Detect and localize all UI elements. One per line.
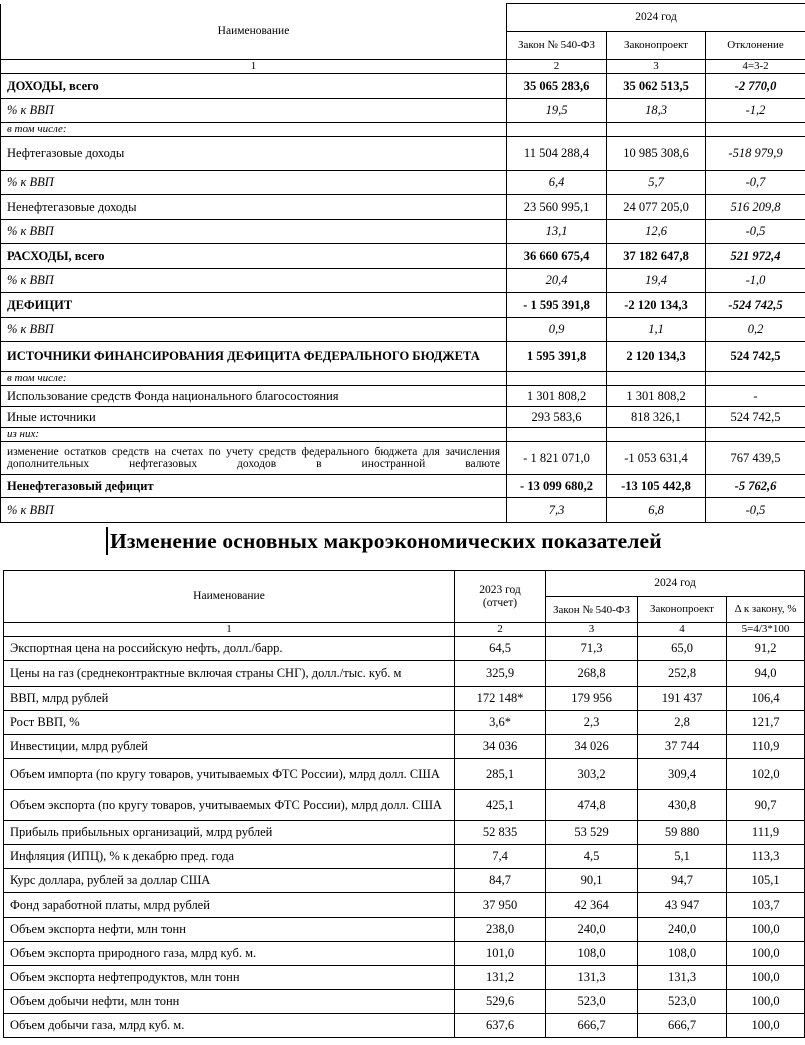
value-cell: 103,7	[727, 893, 805, 918]
header-col-law: Закон № 540-ФЗ	[546, 597, 638, 623]
budget-table	[0, 3, 805, 523]
row-label: ИСТОЧНИКИ ФИНАНСИРОВАНИЯ ДЕФИЦИТА ФЕДЕРАЛЬНОГО БЮДЖЕТА	[1, 342, 507, 372]
row-label: ВВП, млрд рублей	[4, 687, 455, 711]
value-cell: 52 835	[455, 821, 546, 845]
value-cell: 179 956	[546, 687, 638, 711]
value-cell: 65,0	[638, 637, 727, 661]
value-cell: 102,0	[727, 759, 805, 790]
row-label: РАСХОДЫ, всего	[1, 244, 507, 269]
colnum-2: 2	[455, 623, 546, 637]
row-label: ДЕФИЦИТ	[1, 293, 507, 318]
header-col-deviation: Отклонение	[706, 32, 805, 60]
macro-indicators-table	[3, 570, 805, 1038]
value-cell: 666,7	[546, 1014, 638, 1038]
row-label: Объем экспорта нефти, млн тонн	[4, 918, 455, 942]
value-cell: 53 529	[546, 821, 638, 845]
row-label: Объем добычи нефти, млн тонн	[4, 990, 455, 1014]
row-label: Инвестиции, млрд рублей	[4, 735, 455, 759]
value-cell: - 1 821 071,0	[507, 442, 607, 475]
value-cell: -2 120 134,3	[607, 293, 706, 318]
row-label: Ненефтегазовый дефицит	[1, 475, 507, 498]
value-cell: 5,7	[607, 171, 706, 195]
colnum-4: 4	[638, 623, 727, 637]
table-row	[1, 99, 805, 123]
row-label: Фонд заработной платы, млрд рублей	[4, 893, 455, 918]
row-label: Использование средств Фонда национального благосостояния	[1, 386, 507, 407]
table-row	[1, 269, 805, 293]
value-cell: 0,9	[507, 318, 607, 342]
row-label: % к ВВП	[1, 220, 507, 244]
header-col-bill: Законопроект	[607, 32, 706, 60]
colnum-3: 3	[546, 623, 638, 637]
value-cell: 19,4	[607, 269, 706, 293]
value-cell: 252,8	[638, 661, 727, 687]
row-label: Прибыль прибыльных организаций, млрд рублей	[4, 821, 455, 845]
value-cell: 36 660 675,4	[507, 244, 607, 269]
header-col-bill: Законопроект	[638, 597, 727, 623]
value-cell: 191 437	[638, 687, 727, 711]
row-label: Инфляция (ИПЦ), % к декабрю пред. года	[4, 845, 455, 869]
value-cell: 1 595 391,8	[507, 342, 607, 372]
header-col-delta: Δ к закону, %	[727, 597, 805, 623]
value-cell: 325,9	[455, 661, 546, 687]
row-label: ДОХОДЫ, всего	[1, 74, 507, 99]
value-cell: 84,7	[455, 869, 546, 893]
value-cell: -0,5	[706, 498, 805, 523]
value-cell: 1,1	[607, 318, 706, 342]
value-cell: -524 742,5	[706, 293, 805, 318]
value-cell: 71,3	[546, 637, 638, 661]
value-cell: 121,7	[727, 711, 805, 735]
header-name: Наименование	[4, 571, 455, 623]
row-label: Курс доллара, рублей за доллар США	[4, 869, 455, 893]
value-cell: 42 364	[546, 893, 638, 918]
value-cell: 818 326,1	[607, 407, 706, 428]
value-cell: 4,5	[546, 845, 638, 869]
value-cell: 6,4	[507, 171, 607, 195]
table-row	[1, 342, 805, 372]
table-row	[1, 123, 805, 137]
row-label: изменение остатков средств на счетах по учету средств федерального бюджета для зачисления дополнительных нефтегазовых доходов в иностранной валюте	[1, 442, 507, 475]
section-title: Изменение основных макроэкономических показателей	[106, 527, 800, 555]
value-cell: -1 053 631,4	[607, 442, 706, 475]
row-label: % к ВВП	[1, 498, 507, 523]
value-cell: -1,2	[706, 99, 805, 123]
value-cell	[706, 428, 805, 442]
value-cell: 37 950	[455, 893, 546, 918]
value-cell: 1 301 808,2	[507, 386, 607, 407]
value-cell: 131,2	[455, 966, 546, 990]
header-col-law: Закон № 540-ФЗ	[507, 32, 607, 60]
value-cell: 303,2	[546, 759, 638, 790]
value-cell: 10 985 308,6	[607, 137, 706, 171]
row-label: Цены на газ (среднеконтрактные включая страны СНГ), долл./тыс. куб. м	[4, 661, 455, 687]
table-row	[4, 893, 805, 918]
value-cell: 108,0	[638, 942, 727, 966]
table-row	[4, 918, 805, 942]
row-label: Объем экспорта природного газа, млрд куб. м.	[4, 942, 455, 966]
value-cell: 524 742,5	[706, 407, 805, 428]
value-cell	[507, 428, 607, 442]
value-cell: 43 947	[638, 893, 727, 918]
value-cell: 91,2	[727, 637, 805, 661]
value-cell: 100,0	[727, 942, 805, 966]
row-label: Иные источники	[1, 407, 507, 428]
header-year: 2024 год	[507, 4, 805, 32]
value-cell: 3,6*	[455, 711, 546, 735]
value-cell: 108,0	[546, 942, 638, 966]
value-cell: 521 972,4	[706, 244, 805, 269]
table-row	[4, 790, 805, 821]
table-row	[4, 845, 805, 869]
value-cell: -518 979,9	[706, 137, 805, 171]
value-cell: 100,0	[727, 918, 805, 942]
value-cell: 637,6	[455, 1014, 546, 1038]
value-cell: 18,3	[607, 99, 706, 123]
value-cell: 1 301 808,2	[607, 386, 706, 407]
value-cell: 7,4	[455, 845, 546, 869]
table-row	[1, 386, 805, 407]
colnum-4: 4=3-2	[706, 60, 805, 74]
value-cell: 100,0	[727, 1014, 805, 1038]
value-cell: 268,8	[546, 661, 638, 687]
value-cell: 2,8	[638, 711, 727, 735]
table-row	[4, 821, 805, 845]
value-cell: 111,9	[727, 821, 805, 845]
value-cell: 34 026	[546, 735, 638, 759]
header-2024: 2024 год	[546, 571, 805, 597]
value-cell: -0,5	[706, 220, 805, 244]
value-cell: 35 062 513,5	[607, 74, 706, 99]
value-cell: 19,5	[507, 99, 607, 123]
value-cell: 100,0	[727, 966, 805, 990]
value-cell: 666,7	[638, 1014, 727, 1038]
value-cell	[507, 123, 607, 137]
row-label: Объем импорта (по кругу товаров, учитываемых ФТС России), млрд долл. США	[4, 759, 455, 790]
value-cell: 131,3	[546, 966, 638, 990]
value-cell: 474,8	[546, 790, 638, 821]
row-label: Экспортная цена на российскую нефть, долл./барр.	[4, 637, 455, 661]
row-label: в том числе:	[1, 123, 507, 137]
colnum-2: 2	[507, 60, 607, 74]
table-row	[4, 966, 805, 990]
colnum-1: 1	[1, 60, 507, 74]
value-cell: 34 036	[455, 735, 546, 759]
value-cell: 20,4	[507, 269, 607, 293]
table-row	[1, 407, 805, 428]
row-label: Объем экспорта нефтепродуктов, млн тонн	[4, 966, 455, 990]
value-cell: 425,1	[455, 790, 546, 821]
value-cell: 90,1	[546, 869, 638, 893]
table-row	[1, 74, 805, 99]
value-cell: 90,7	[727, 790, 805, 821]
value-cell: 110,9	[727, 735, 805, 759]
colnum-3: 3	[607, 60, 706, 74]
table-row	[1, 318, 805, 342]
table-row	[1, 428, 805, 442]
header-2023: 2023 год (отчет)	[455, 571, 546, 623]
table-row	[4, 735, 805, 759]
value-cell: 101,0	[455, 942, 546, 966]
row-label: % к ВВП	[1, 269, 507, 293]
value-cell: -13 105 442,8	[607, 475, 706, 498]
value-cell: 37 182 647,8	[607, 244, 706, 269]
value-cell: 0,2	[706, 318, 805, 342]
value-cell: 172 148*	[455, 687, 546, 711]
row-label: % к ВВП	[1, 318, 507, 342]
table-row	[1, 475, 805, 498]
row-label: % к ВВП	[1, 171, 507, 195]
value-cell: - 13 099 680,2	[507, 475, 607, 498]
value-cell: 2 120 134,3	[607, 342, 706, 372]
colnum-1: 1	[4, 623, 455, 637]
value-cell: 94,7	[638, 869, 727, 893]
value-cell: 12,6	[607, 220, 706, 244]
value-cell: 37 744	[638, 735, 727, 759]
table-row	[4, 637, 805, 661]
value-cell	[607, 123, 706, 137]
value-cell: 767 439,5	[706, 442, 805, 475]
value-cell: - 1 595 391,8	[507, 293, 607, 318]
value-cell: 430,8	[638, 790, 727, 821]
value-cell: 23 560 995,1	[507, 195, 607, 220]
value-cell: 240,0	[638, 918, 727, 942]
value-cell: 309,4	[638, 759, 727, 790]
value-cell: -2 770,0	[706, 74, 805, 99]
value-cell: 100,0	[727, 990, 805, 1014]
table-row	[4, 711, 805, 735]
table-row	[1, 244, 805, 269]
table-row	[1, 171, 805, 195]
table-row	[4, 869, 805, 893]
table-row	[1, 137, 805, 171]
header-name: Наименование	[1, 4, 507, 60]
value-cell: 285,1	[455, 759, 546, 790]
value-cell	[607, 428, 706, 442]
value-cell: 64,5	[455, 637, 546, 661]
table-row	[4, 661, 805, 687]
value-cell: -0,7	[706, 171, 805, 195]
table-row	[1, 372, 805, 386]
row-label: Объем добычи газа, млрд куб. м.	[4, 1014, 455, 1038]
value-cell: 35 065 283,6	[507, 74, 607, 99]
value-cell: 5,1	[638, 845, 727, 869]
value-cell: 94,0	[727, 661, 805, 687]
value-cell: 516 209,8	[706, 195, 805, 220]
value-cell: -5 762,6	[706, 475, 805, 498]
value-cell	[507, 372, 607, 386]
table-row	[4, 1014, 805, 1038]
row-label: Ненефтегазовые доходы	[1, 195, 507, 220]
table-row	[1, 195, 805, 220]
table-row	[4, 942, 805, 966]
value-cell: 59 880	[638, 821, 727, 845]
value-cell: 240,0	[546, 918, 638, 942]
value-cell: 106,4	[727, 687, 805, 711]
value-cell: 113,3	[727, 845, 805, 869]
value-cell: 523,0	[638, 990, 727, 1014]
value-cell: 529,6	[455, 990, 546, 1014]
row-label: Объем экспорта (по кругу товаров, учитываемых ФТС России), млрд долл. США	[4, 790, 455, 821]
row-label: % к ВВП	[1, 99, 507, 123]
row-label: из них:	[1, 428, 507, 442]
table-row	[4, 759, 805, 790]
value-cell: 2,3	[546, 711, 638, 735]
value-cell: 6,8	[607, 498, 706, 523]
table-row	[1, 293, 805, 318]
table-row	[4, 687, 805, 711]
value-cell: 7,3	[507, 498, 607, 523]
table-row	[1, 442, 805, 475]
colnum-5: 5=4/3*100	[727, 623, 805, 637]
value-cell: 11 504 288,4	[507, 137, 607, 171]
value-cell: 105,1	[727, 869, 805, 893]
row-label: Нефтегазовые доходы	[1, 137, 507, 171]
value-cell: 293 583,6	[507, 407, 607, 428]
value-cell: -1,0	[706, 269, 805, 293]
value-cell: 13,1	[507, 220, 607, 244]
value-cell: 238,0	[455, 918, 546, 942]
value-cell	[607, 372, 706, 386]
table-row	[1, 220, 805, 244]
value-cell	[706, 372, 805, 386]
value-cell	[706, 123, 805, 137]
value-cell: 524 742,5	[706, 342, 805, 372]
table-row	[1, 498, 805, 523]
value-cell: 24 077 205,0	[607, 195, 706, 220]
value-cell: 131,3	[638, 966, 727, 990]
row-label: в том числе:	[1, 372, 507, 386]
value-cell: -	[706, 386, 805, 407]
row-label: Рост ВВП, %	[4, 711, 455, 735]
table-row	[4, 990, 805, 1014]
value-cell: 523,0	[546, 990, 638, 1014]
